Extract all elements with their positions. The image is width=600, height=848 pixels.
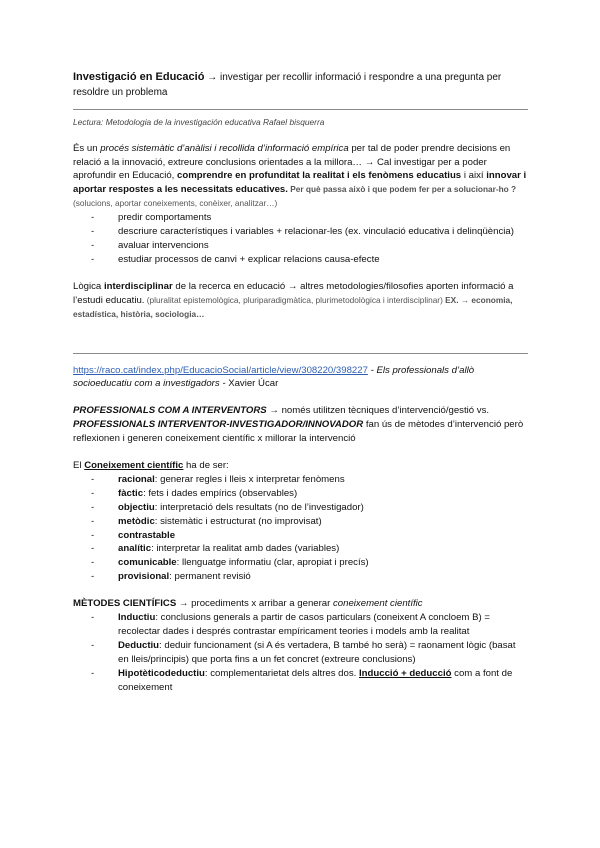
- list-item: [91, 542, 528, 556]
- spacer: [73, 322, 528, 353]
- list-item: [91, 611, 528, 639]
- list-item: [91, 487, 528, 501]
- paragraph-definition: [73, 142, 528, 212]
- article-reference: [73, 364, 528, 392]
- term: provisional: [118, 571, 170, 583]
- description: : generar regles i lleis x interpretar fenòmens: [154, 473, 345, 485]
- list-item: - avaluar intervencions: [91, 239, 528, 253]
- term: Hipotèticodeductiu: [118, 667, 205, 679]
- section-title-rest: → investigar per recollir informació i respondre a una pregunta per resoldre un problema: [73, 72, 502, 98]
- list-item: [91, 473, 528, 487]
- term: metòdic: [118, 515, 155, 527]
- goals-list: [73, 211, 528, 267]
- text-span: → només utilitzen tècniques d’intervenció/gestió vs.: [266, 405, 490, 417]
- description: : llenguatge informatiu (clar, apropiat i precís): [176, 557, 369, 569]
- text-span: (pluralitat epistemològica, pluriparadigmàtica, plurimetodològica i interdisciplinar): [144, 294, 443, 305]
- text-span: PROFESSIONALS COM A INTERVENTORS: [73, 405, 267, 417]
- spacer: [73, 446, 528, 459]
- knowledge-list: [73, 473, 528, 584]
- term: objectiu: [118, 501, 155, 513]
- methods-list: [73, 611, 528, 694]
- description-emphasis: Inducció + deducció: [358, 667, 452, 679]
- term: comunicable: [118, 557, 177, 569]
- article-author: Xavier Úcar: [228, 378, 279, 390]
- knowledge-intro: [73, 459, 528, 473]
- text-span: comprendre en profunditat la realitat i els fenòmens educatius: [177, 170, 462, 182]
- spacer: [73, 391, 528, 404]
- description: : conclusions generals a partir de casos particulars (coneixent A concloem B) = recolectar dades i després contrastar empíricament teories i models amb la realitat: [118, 612, 490, 637]
- section-title: Investigació en Educació: [73, 71, 205, 83]
- paragraph-professionals: [73, 404, 528, 446]
- text-span: PROFESSIONALS INTERVENTOR-INVESTIGADOR/INNOVADOR: [73, 419, 364, 431]
- methods-intro: [73, 597, 528, 611]
- list-item: - descriure característiques i variables + relacionar-les (ex. vinculació educativa i delinqüència): [91, 225, 528, 239]
- term: fàctic: [118, 487, 144, 499]
- term: Deductiu: [118, 639, 160, 651]
- list-item: [91, 501, 528, 515]
- document-content: [73, 70, 528, 695]
- list-item: [91, 529, 528, 543]
- list-item: [91, 639, 528, 667]
- text-span: interdisciplinar: [103, 280, 173, 292]
- spacer: [73, 267, 528, 280]
- spacer: [73, 584, 528, 597]
- text-span: ha de ser:: [183, 460, 229, 472]
- paragraph-interdisciplinary: [73, 280, 528, 322]
- section-title-line: [73, 70, 528, 100]
- description: : interpretació dels resultats (no de l’investigador): [154, 501, 364, 513]
- description: : permanent revisió: [169, 571, 251, 583]
- text-span: EX. → economia, estadística, història, sociologia…: [73, 294, 513, 319]
- list-item: [91, 515, 528, 529]
- article-title: - Els professionals d’allò socioeducatiu com a investigadors -: [73, 364, 475, 390]
- text-span: coneixement científic: [333, 598, 423, 610]
- term: Inductiu: [118, 612, 156, 624]
- list-item: [91, 556, 528, 570]
- text-span: (solucions, aportar coneixements, conèixer, analitzar…): [73, 198, 278, 209]
- text-span: El: [73, 460, 85, 472]
- text-span: procés sistemàtic d’anàlisi i recollida d’informació empírica: [100, 142, 349, 154]
- text-span: de la recerca en educació → altres metodologies/filosofies aporten informació a l’estudi educatiu.: [73, 280, 514, 306]
- term: contrastable: [118, 529, 176, 541]
- list-item: [91, 570, 528, 584]
- divider: [73, 353, 528, 354]
- list-item: - estudiar processos de canvi + explicar relacions causa-efecte: [91, 253, 528, 267]
- text-span: Lògica: [73, 280, 104, 292]
- divider: [73, 109, 528, 110]
- description: : fets i dades empírics (observables): [143, 487, 298, 499]
- description: : complementarietat dels altres dos.: [204, 667, 359, 679]
- term: racional: [118, 473, 155, 485]
- description: : deduir funcionament (si A és vertadera, B també ho serà) = raonament lògic (basat en lleis/principis) que porta fins a un fet concret (extreure conclusions): [118, 639, 516, 665]
- term: analític: [118, 543, 152, 555]
- list-item: [91, 667, 528, 695]
- description: com a font de coneixement: [118, 667, 513, 693]
- text-span: per tal de poder prendre decisions en relació a la innovació, extreure conclusions orientades a la millora… → Cal investigar per a poder aprofundir en Educació,: [73, 142, 511, 182]
- text-span: Per què passa això i que podem fer per a solucionar-ho ?: [287, 184, 517, 195]
- article-link[interactable]: https://raco.cat/index.php/EducacioSocial/article/view/308220/398227: [73, 364, 368, 376]
- text-span: innovar i aportar respostes a les necessitats educatives.: [73, 170, 527, 196]
- description: : interpretar la realitat amb dades (variables): [151, 543, 340, 555]
- list-item: - predir comportaments: [91, 211, 528, 225]
- reading-reference: Lectura: Metodologia de la investigación educativa Rafael bisquerra: [73, 117, 325, 128]
- text-span: i així: [461, 170, 487, 182]
- description: : sistemàtic i estructurat (no improvisat): [154, 515, 322, 527]
- text-span: És un: [73, 142, 101, 154]
- text-span: MÈTODES CIENTÍFICS: [73, 598, 177, 610]
- text-span: fan ús de mètodes d’intervenció però reflexionen i generen coneixement científic x millorar la intervenció: [73, 419, 524, 445]
- text-span: → procediments x arribar a generar: [176, 598, 333, 610]
- text-span: Coneixement científic: [84, 460, 184, 472]
